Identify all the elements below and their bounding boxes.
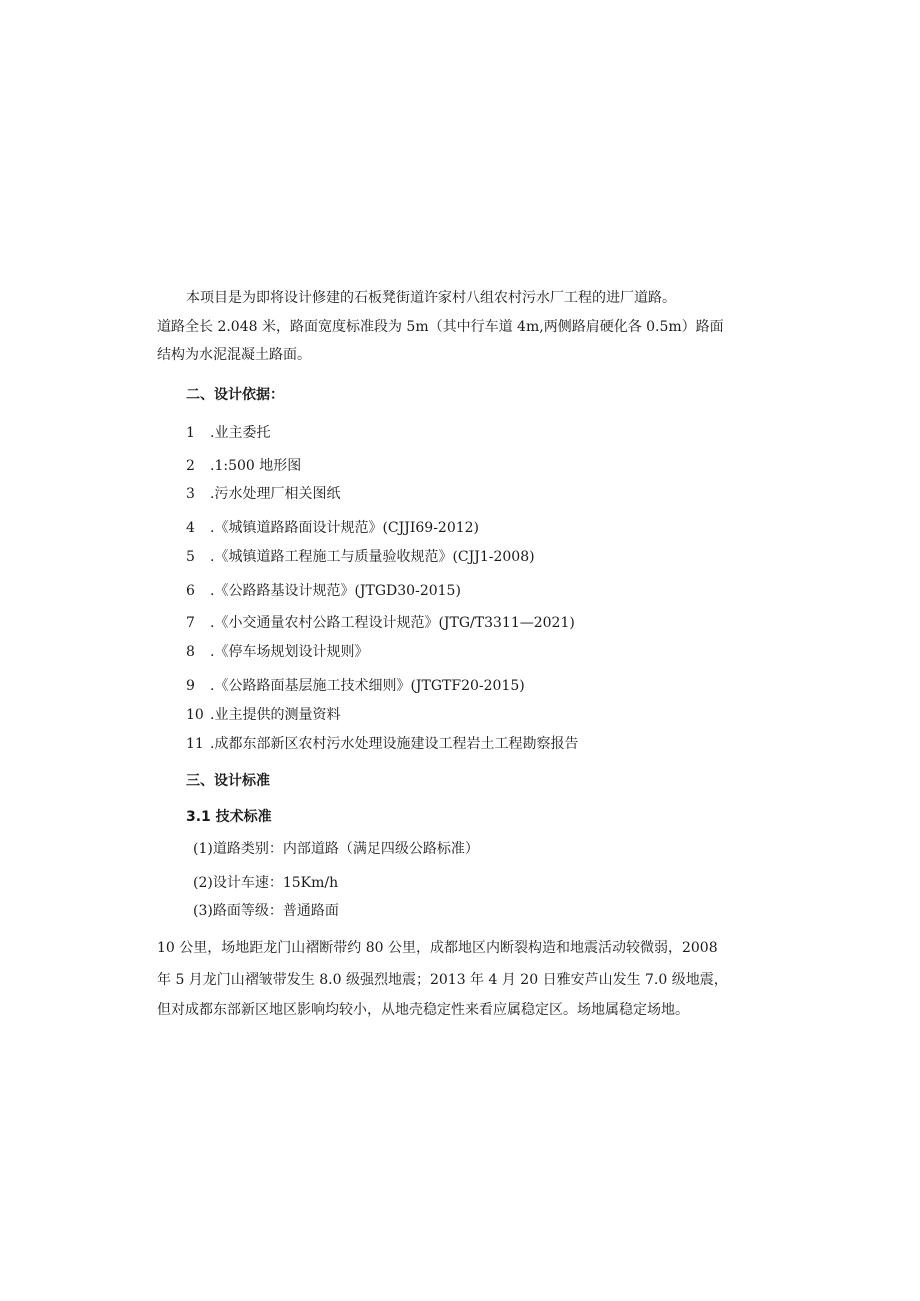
list-item-number: 7 xyxy=(186,615,195,631)
list-item xyxy=(186,735,578,753)
list-item xyxy=(186,614,575,632)
standard-item: (1)道路类别：内部道路（满足四级公路标准） xyxy=(193,841,479,857)
list-item-text: .《城镇道路路面设计规范》(CJJI69-2012) xyxy=(210,520,480,536)
list-item-text: .成都东部新区农村污水处理设施建设工程岩土工程勘察报告 xyxy=(210,736,579,752)
list-item-number: 1 xyxy=(186,425,195,441)
section-3-heading: 三、设计标准 xyxy=(186,773,270,789)
list-item-number: 4 xyxy=(186,520,195,536)
section-3-1-heading: 3.1 技术标准 xyxy=(186,809,272,825)
list-item-number: 3 xyxy=(186,486,195,502)
list-item-number: 11 xyxy=(186,736,204,752)
section-2-heading: 二、设计依据： xyxy=(186,387,284,403)
geology-line-2: 年 5 月龙门山褶皱带发生 8.0 级强烈地震；2013 年 4 月 20 日雅安芦山发生 7.0 级地震， xyxy=(157,972,728,988)
list-item-number: 10 xyxy=(186,707,204,723)
list-item-number: 2 xyxy=(186,458,195,474)
list-item-text: .《公路路面基层施工技术细则》(JTGTF20-2015) xyxy=(210,678,525,694)
list-item-text: .《公路路基设计规范》(JTGD30-2015) xyxy=(210,583,461,599)
geology-line-1: 10 公里，场地距龙门山褶断带约 80 公里，成都地区内断裂构造和地震活动较微弱，2008 xyxy=(157,940,718,956)
list-item-text: .污水处理厂相关图纸 xyxy=(210,486,341,502)
list-item-text: .《停车场规划设计规则》 xyxy=(210,644,369,660)
list-item xyxy=(186,582,461,600)
list-item xyxy=(186,457,301,475)
geology-line-3: 但对成都东部新区地区影响均较小，从地壳稳定性来看应属稳定区。场地属稳定场地。 xyxy=(157,1002,689,1018)
intro-line-3: 结构为水泥混凝土路面。 xyxy=(157,347,311,363)
intro-line-2: 道路全长 2.048 米，路面宽度标准段为 5m（其中行车道 4m,两侧路肩硬化各 0.5m）路面 xyxy=(157,319,724,335)
list-item-number: 6 xyxy=(186,583,195,599)
list-item xyxy=(186,519,479,537)
list-item-number: 8 xyxy=(186,644,195,660)
list-item xyxy=(186,677,525,695)
intro-line-1: 本项目是为即将设计修建的石板凳街道许家村八组农村污水厂工程的进厂道路。 xyxy=(186,290,676,306)
list-item-text: .《城镇道路工程施工与质量验收规范》(CJJ1-2008) xyxy=(210,549,535,565)
list-item xyxy=(186,643,368,661)
standard-item: (3)路面等级：普通路面 xyxy=(193,903,339,919)
list-item-number: 5 xyxy=(186,549,195,565)
list-item xyxy=(186,485,340,503)
list-item-text: .业主提供的测量资料 xyxy=(210,707,341,723)
list-item xyxy=(186,424,270,442)
list-item xyxy=(186,548,535,566)
list-item xyxy=(186,706,340,724)
list-item-text: .1:500 地形图 xyxy=(210,458,302,474)
standard-item: (2)设计车速：15Km/h xyxy=(193,875,339,891)
list-item-text: .《小交通量农村公路工程设计规范》(JTG/T3311—2021) xyxy=(210,615,575,631)
list-item-text: .业主委托 xyxy=(210,425,271,441)
list-item-number: 9 xyxy=(186,678,195,694)
